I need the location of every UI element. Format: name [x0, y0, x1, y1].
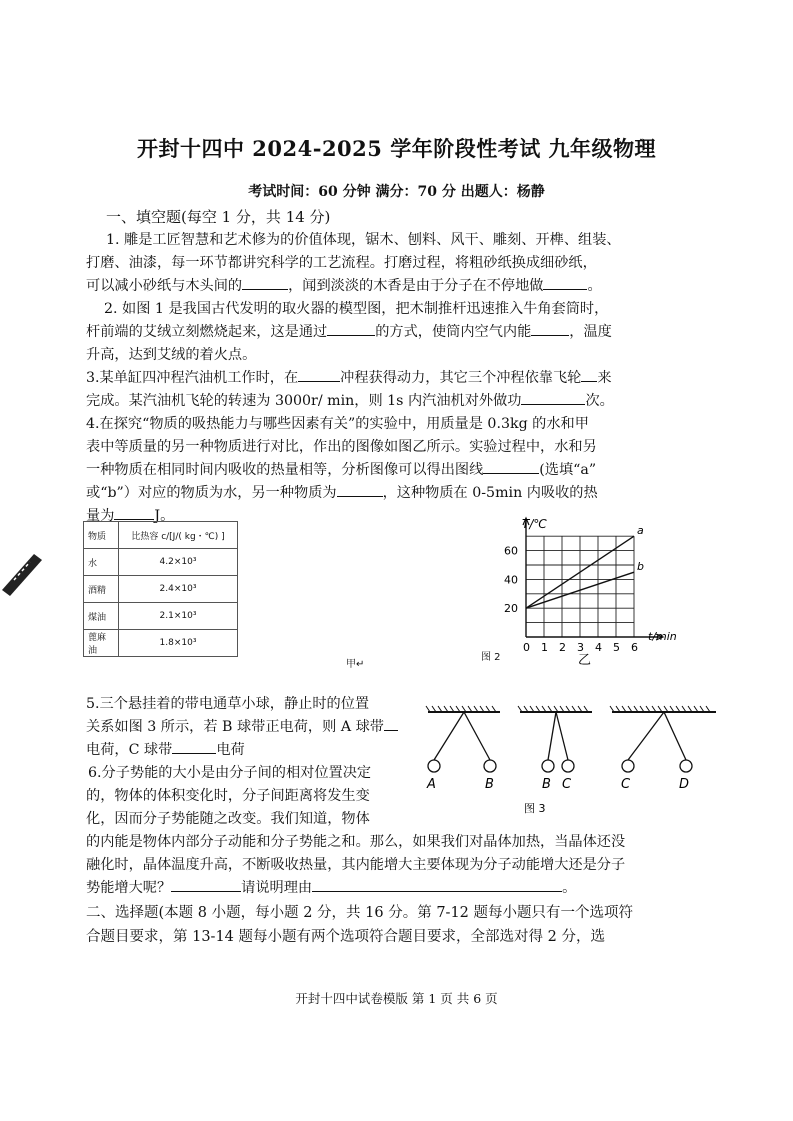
q1-line2: 打磨、油漆，每一环节都讲究科学的工艺流程。打磨过程，将粗砂纸换成细砂纸， [86, 255, 597, 271]
specific-heat-table-wrap [83, 521, 238, 657]
section1-heading: 一、填空题(每空 1 分，共 14 分) [106, 208, 331, 226]
y-tick-label: 40 [504, 573, 518, 587]
series-label-a: a [637, 524, 644, 538]
q5-line2-a: 关系如图 3 所示，若 B 球带正电荷，则 A 球带 [86, 719, 384, 735]
table-cell: 4.2×10³ [119, 549, 238, 576]
q4-line1: 4.在探究“物质的吸热能力与哪些因素有关”的实验中，用质量是 0.3kg 的水和甲 [86, 416, 589, 432]
q5-line2 [86, 716, 398, 738]
q4-blank-3[interactable] [114, 505, 154, 520]
exam-title: 开封十四中 2024-2025 学年阶段性考试 九年级物理 [136, 136, 657, 161]
q3-line1-b: 冲程获得动力，其它三个冲程依靠飞轮 [340, 370, 582, 386]
string-b2 [548, 712, 556, 760]
ball-label-a: A [427, 777, 436, 792]
y-tick-label: 20 [504, 602, 518, 616]
ball-label-b1: B [485, 777, 494, 792]
figure2-caption: 图 2 [481, 652, 501, 663]
table-cell: 水 [84, 549, 119, 576]
table-header-substance: 物质 [84, 522, 119, 549]
q3-blank-1[interactable] [298, 367, 340, 382]
q2-line2-c: ，温度 [569, 324, 612, 340]
string-b1 [464, 712, 490, 760]
fire-starter-tube [2, 554, 42, 596]
q1-blank-2[interactable] [543, 275, 587, 290]
q3-line1-c: 来 [597, 370, 612, 386]
ball-label-b2: B [542, 777, 551, 792]
q2-blank-1[interactable] [327, 321, 375, 336]
graph-part-caption: 乙 [578, 653, 592, 668]
figure3-caption: 图 3 [524, 802, 546, 815]
q5-line3 [86, 739, 245, 761]
q2-line2-a: 杆前端的艾绒立刻燃烧起来，这是通过 [86, 324, 328, 340]
q4-line3-b: (选填“a” [539, 462, 597, 478]
q2-blank-2[interactable] [531, 321, 569, 336]
string-c2 [628, 712, 664, 760]
table-cell: 2.4×10³ [119, 576, 238, 603]
q1-line3-c: 。 [587, 278, 602, 294]
x-tick-label: 3 [577, 641, 584, 654]
string-a [434, 712, 464, 760]
table-cell: 酒精 [84, 576, 119, 603]
q5-line3-b: 电荷 [216, 742, 245, 758]
q6-blank-1[interactable] [171, 877, 241, 892]
q1-line1: 1. 雕是工匠智慧和艺术修为的价值体现，锯木、刨料、风干、雕刻、开榫、组装、 [106, 232, 621, 248]
q3-blank-2[interactable] [581, 367, 597, 382]
table-row [84, 630, 238, 657]
table-cell: 2.1×10³ [119, 603, 238, 630]
q2-line3: 升高，达到艾绒的着火点。 [86, 347, 257, 363]
q2-line1: 2. 如图 1 是我国古代发明的取火器的模型图，把木制推杆迅速推入牛角套筒时， [104, 301, 609, 317]
ball-d [680, 760, 692, 772]
graph-grid [526, 536, 634, 637]
temperature-graph [500, 512, 690, 672]
ball-label-c2: C [621, 777, 631, 792]
q6-line6-c: 。 [562, 880, 577, 896]
q6-line3: 化，因而分子势能随之改变。我们知道，物体 [86, 811, 370, 827]
x-tick-label: 4 [595, 641, 602, 654]
section2-line1: 二、选择题(本题 8 小题，每小题 2 分，共 16 分。第 7-12 题每小题只有一个选项符 [86, 905, 634, 921]
q5-blank-2[interactable] [172, 739, 216, 754]
ball-b1 [484, 760, 496, 772]
x-tick-label: 1 [541, 641, 548, 654]
q6-blank-2[interactable] [312, 877, 562, 892]
ceiling-2 [518, 706, 592, 712]
q2-line2-b: 的方式，使筒内空气内能 [375, 324, 532, 340]
q4-line2: 表中等质量的另一种物质进行对比，作出的图像如图乙所示。实验过程中，水和另 [86, 439, 597, 455]
q4-line4 [86, 482, 598, 504]
q4-line5-a: 量为 [86, 508, 115, 524]
q6-line2: 的，物体的体积变化时，分子间距离将发生变 [86, 788, 370, 804]
q6-line5: 融化时，晶体温度升高，不断吸收热量，其内能增大主要体现为分子动能增大还是分子 [86, 857, 626, 873]
q6-line6-a: 势能增大呢？ [86, 880, 172, 896]
section2-line2: 合题目要求，第 13-14 题每小题有两个选项符合题目要求，全部选对得 2 分，选 [86, 929, 605, 945]
q5-line1: 5.三个悬挂着的带电通草小球，静止时的位置 [86, 696, 370, 712]
ball-label-c1: C [562, 777, 572, 792]
q4-line5-b: J。 [154, 508, 175, 524]
string-d [664, 712, 686, 760]
q2-line2 [86, 321, 612, 343]
q5-line3-a: 电荷，C 球带 [86, 742, 173, 758]
table-row [84, 576, 238, 603]
q4-line3 [86, 459, 596, 481]
q1-blank-1[interactable] [242, 275, 288, 290]
q4-line3-a: 一种物质在相同时间内吸收的热量相等，分析图像可以得出图线 [86, 462, 484, 478]
q6-line4: 的内能是物体内部分子动能和分子势能之和。那么，如果我们对晶体加热，当晶体还没 [86, 834, 626, 850]
table-cell: 1.8×10³ [119, 630, 238, 657]
q4-line4-b: ，这种物质在 0-5min 内吸收的热 [382, 485, 598, 501]
table-caption: 甲↵ [346, 659, 365, 670]
q3-blank-3[interactable] [521, 390, 585, 405]
exam-meta: 考试时间：60 分钟 满分：70 分 出题人：杨静 [248, 184, 545, 200]
q3-line2-a: 完成。某汽油机飞轮的转速为 3000r/ min，则 1s 内汽油机对外做功 [86, 393, 522, 409]
ball-c1 [562, 760, 574, 772]
table-cell: 蓖麻油 [84, 630, 119, 657]
table-row [84, 549, 238, 576]
y-tick-label: 60 [504, 544, 518, 558]
q4-blank-2[interactable] [337, 482, 383, 497]
x-tick-label: 6 [631, 641, 638, 654]
q4-blank-1[interactable] [483, 459, 539, 474]
q1-line3 [86, 275, 602, 297]
q3-line1-a: 3.某单缸四冲程汽油机工作时，在 [86, 370, 299, 386]
q3-line2 [86, 390, 614, 412]
table-header-heat: 比热容 c/[J/( kg・℃) ] [119, 522, 238, 549]
q6-line6 [86, 877, 576, 899]
q3-line1 [86, 367, 612, 389]
q6-line1: 6.分子势能的大小是由分子间的相对位置决定 [88, 765, 372, 781]
table-row [84, 603, 238, 630]
ball-b2 [542, 760, 554, 772]
x-tick-label: 0 [523, 641, 530, 654]
q5-blank-1[interactable] [384, 716, 398, 731]
q3-line2-b: 次。 [585, 393, 614, 409]
ceiling-3 [610, 706, 716, 712]
q6-line6-b: 请说明理由 [241, 880, 313, 896]
ceiling-1 [426, 706, 500, 712]
graph-x-label: t/min [648, 630, 677, 643]
graph-y-label: T/℃ [522, 517, 547, 531]
ball-c2 [622, 760, 634, 772]
q4-line4-a: 或“b”）对应的物质为水，另一种物质为 [86, 485, 337, 501]
series-label-b: b [637, 560, 644, 574]
hanging-balls-figure [424, 700, 724, 818]
q1-line3-a: 可以减小砂纸与木头间的 [86, 278, 243, 294]
string-c1 [556, 712, 568, 760]
ball-label-d: D [679, 777, 690, 792]
table-header-row [84, 522, 238, 549]
fire-starter-figure [0, 548, 44, 598]
ball-a [428, 760, 440, 772]
specific-heat-table [83, 521, 238, 657]
x-tick-label: 5 [613, 641, 620, 654]
table-cell: 煤油 [84, 603, 119, 630]
page-footer: 开封十四中试卷模版 第 1 页 共 6 页 [295, 991, 498, 1006]
q1-line3-b: ，闻到淡淡的木香是由于分子在不停地做 [288, 278, 544, 294]
x-tick-label: 2 [559, 641, 566, 654]
